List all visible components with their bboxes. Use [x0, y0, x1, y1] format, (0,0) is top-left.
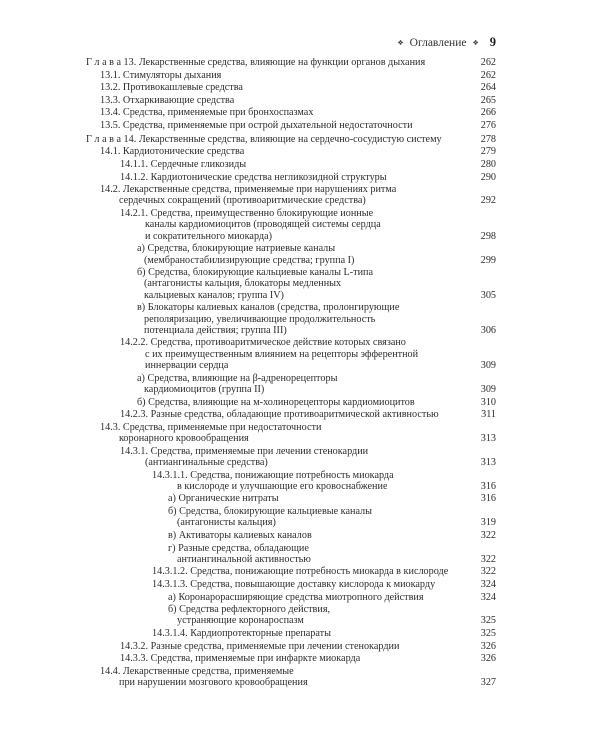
- entry-text: и сократительного миокарда): [145, 230, 272, 242]
- toc-line: [0, 592, 496, 603]
- toc-entry: [0, 120, 496, 131]
- entry-text: Г л а в а 13. Лекарственные средства, влияющие на функции органов дыхания: [86, 57, 426, 68]
- toc-entry: [0, 628, 496, 639]
- entry-page-number: 311: [481, 409, 496, 421]
- header-title: Оглавление: [409, 37, 467, 49]
- entry-page-number: 322: [480, 553, 496, 565]
- toc-entry: [0, 82, 496, 93]
- entry-text: коронарного кровообращения: [119, 433, 249, 445]
- toc-entry: [0, 566, 496, 577]
- toc-entry: [0, 653, 496, 664]
- toc-line: [0, 641, 496, 652]
- entry-text: 14.2.3. Разные средства, обладающие противоаритмической активностью: [120, 409, 439, 421]
- entry-text: б) Средства, влияющие на м-холинорецепторы кардиомиоцитов: [137, 396, 415, 408]
- entry-text: 13.5. Средства, применяемые при острой дыхательной недостаточности: [100, 119, 413, 131]
- toc-line: реполяризацию, увеличивающие продолжительность: [144, 313, 376, 325]
- entry-page-number: 306: [480, 324, 496, 336]
- page-header: [0, 0, 600, 51]
- entry-page-number: 313: [480, 433, 496, 445]
- toc-line: [0, 255, 496, 266]
- entry-text: 14.1.2. Кардиотонические средства негликозидной структуры: [120, 171, 387, 183]
- toc-entry: [0, 302, 496, 336]
- toc-line: б) Средства рефлекторного действия,: [168, 604, 331, 616]
- toc-entry: [0, 184, 496, 207]
- toc-line: [0, 134, 496, 145]
- entry-page-number: 290: [480, 171, 496, 183]
- toc-entry: [0, 267, 496, 301]
- toc-entry: [0, 543, 496, 566]
- toc-line: каналы кардиомиоцитов (проводящей системы сердца: [145, 219, 381, 231]
- entry-page-number: 276: [480, 119, 496, 131]
- toc-entry: [0, 208, 496, 242]
- toc-line: [0, 325, 496, 336]
- toc-line: б) Средства, блокирующие кальциевые каналы L-типа: [137, 267, 374, 279]
- toc-entry: [0, 107, 496, 118]
- entry-page-number: 264: [480, 82, 496, 94]
- entry-text: иннервации сердца: [145, 360, 229, 372]
- toc-list: [0, 51, 600, 688]
- entry-page-number: 279: [480, 146, 496, 158]
- entry-page-number: 316: [480, 480, 496, 492]
- entry-page-number: 319: [480, 517, 496, 529]
- toc-entry: [0, 666, 496, 689]
- toc-entry: [0, 530, 496, 541]
- entry-text: 14.1. Кардиотонические средства: [100, 146, 245, 158]
- toc-line: [0, 172, 496, 183]
- toc-entry: [0, 422, 496, 445]
- entry-text: антиангинальной активностью: [177, 553, 311, 565]
- toc-entry: [0, 397, 496, 408]
- toc-entry: [0, 243, 496, 266]
- entry-page-number: 324: [480, 591, 496, 603]
- toc-entry: [0, 446, 496, 469]
- toc-line: 14.3.1.1. Средства, понижающие потребность миокарда: [152, 469, 394, 481]
- entry-text: 14.1.1. Сердечные гликозиды: [120, 158, 247, 170]
- toc-line: (антагонисты кальция, блокаторы медленных: [144, 278, 342, 290]
- toc-line: а) Средства, блокирующие натриевые каналы: [137, 243, 336, 255]
- entry-page-number: 316: [480, 493, 496, 505]
- entry-text: 13.1. Стимуляторы дыхания: [100, 69, 222, 81]
- toc-line: 14.3.1. Средства, применяемые при лечении стенокардии: [120, 445, 369, 457]
- entry-text: кальциевых каналов; группа IV): [144, 289, 284, 301]
- toc-entry: [0, 409, 496, 420]
- toc-line: [0, 159, 496, 170]
- toc-line: 14.3. Средства, применяемые при недостаточности: [100, 421, 322, 433]
- toc-line: [0, 457, 496, 468]
- entry-page-number: 266: [480, 107, 496, 119]
- toc-line: [0, 120, 496, 131]
- entry-text: устраняющие коронароспазм: [177, 615, 304, 627]
- entry-page-number: 305: [480, 289, 496, 301]
- entry-page-number: 326: [480, 640, 496, 652]
- entry-text: 13.2. Противокашлевые средства: [100, 82, 243, 94]
- entry-page-number: 326: [480, 653, 496, 665]
- toc-entry: [0, 604, 496, 627]
- toc-entry: [0, 470, 496, 493]
- toc-entry: [0, 70, 496, 81]
- entry-page-number: 280: [480, 158, 496, 170]
- entry-text: Г л а в а 14. Лекарственные средства, влияющие на сердечно-сосудистую систему: [86, 133, 442, 145]
- entry-page-number: 262: [480, 69, 496, 81]
- toc-entry: [0, 57, 496, 68]
- entry-text: 14.3.3. Средства, применяемые при инфаркте миокарда: [120, 653, 361, 665]
- entry-text: потенциала действия; группа III): [144, 324, 287, 336]
- toc-line: [0, 493, 496, 504]
- toc-line: [0, 615, 496, 626]
- toc-entry: [0, 146, 496, 157]
- entry-page-number: 322: [480, 566, 496, 578]
- entry-text: а) Органические нитраты: [168, 493, 279, 505]
- entry-page-number: 292: [480, 195, 496, 207]
- entry-text: 13.4. Средства, применяемые при бронхоспазмах: [100, 107, 314, 119]
- toc-entry: [0, 159, 496, 170]
- toc-line: [0, 653, 496, 664]
- entry-text: (антиангинальные средства): [145, 456, 268, 468]
- entry-text: 14.3.2. Разные средства, применяемые при лечении стенокардии: [120, 640, 400, 652]
- toc-line: [0, 517, 496, 528]
- entry-text: 14.3.1.3. Средства, повышающие доставку кислорода к миокарду: [152, 578, 436, 590]
- entry-text: (антагонисты кальция): [177, 517, 276, 529]
- toc-line: [0, 82, 496, 93]
- entry-page-number: 325: [480, 615, 496, 627]
- entry-text: 14.3.1.4. Кардиопротекторные препараты: [152, 628, 331, 640]
- toc-entry: [0, 95, 496, 106]
- toc-line: 14.2.2. Средства, противоаритмическое действие которых связано: [120, 337, 406, 349]
- entry-page-number: 299: [480, 254, 496, 266]
- toc-line: [0, 384, 496, 395]
- toc-line: г) Разные средства, обладающие: [168, 542, 309, 554]
- toc-line: [0, 554, 496, 565]
- entry-text: (мембраностабилизирующие средства; группа I): [144, 254, 355, 266]
- toc-line: 14.2. Лекарственные средства, применяемые при нарушениях ритма: [100, 184, 397, 196]
- entry-page-number: 327: [480, 677, 496, 689]
- toc-line: а) Средства, влияющие на β-адренорецепторы: [137, 372, 338, 384]
- entry-text: а) Коронарорасширяющие средства миотропного действия: [168, 591, 424, 603]
- entry-page-number: 262: [480, 57, 496, 68]
- entry-text: при нарушении мозгового кровообращения: [119, 677, 308, 689]
- toc-line: в) Блокаторы калиевых каналов (средства, пролонгирующие: [137, 302, 400, 314]
- toc-entry: [0, 172, 496, 183]
- toc-line: [0, 195, 496, 206]
- toc-line: [0, 566, 496, 577]
- toc-line: [0, 579, 496, 590]
- toc-line: 14.2.1. Средства, преимущественно блокирующие ионные: [120, 208, 374, 220]
- toc-line: [0, 107, 496, 118]
- toc-line: б) Средства, блокирующие кальциевые каналы: [168, 506, 372, 518]
- diamond-ornament-icon: ❖: [472, 39, 479, 47]
- toc-entry: [0, 493, 496, 504]
- entry-page-number: 278: [480, 133, 496, 145]
- entry-page-number: 265: [480, 94, 496, 106]
- toc-entry: [0, 506, 496, 529]
- toc-line: [0, 433, 496, 444]
- entry-page-number: 310: [480, 396, 496, 408]
- toc-entry: [0, 373, 496, 396]
- toc-line: [0, 677, 496, 688]
- entry-text: 13.3. Отхаркивающие средства: [100, 94, 235, 106]
- entry-page-number: 313: [480, 456, 496, 468]
- toc-line: [0, 146, 496, 157]
- entry-page-number: 298: [480, 230, 496, 242]
- entry-page-number: 324: [480, 578, 496, 590]
- toc-entry: [0, 579, 496, 590]
- toc-entry: [0, 337, 496, 371]
- toc-entry: [0, 134, 496, 145]
- toc-line: [0, 397, 496, 408]
- entry-text: в кислороде и улучшающие его кровоснабжение: [177, 480, 388, 492]
- entry-page-number: 322: [480, 529, 496, 541]
- entry-page-number: 325: [480, 628, 496, 640]
- toc-entry: [0, 592, 496, 603]
- entry-page-number: 309: [480, 360, 496, 372]
- toc-line: [0, 530, 496, 541]
- entry-text: в) Активаторы калиевых каналов: [168, 529, 312, 541]
- toc-line: [0, 409, 496, 420]
- toc-line: [0, 360, 496, 371]
- toc-entry: [0, 641, 496, 652]
- entry-page-number: 309: [480, 383, 496, 395]
- toc-line: [0, 70, 496, 81]
- toc-line: [0, 231, 496, 242]
- toc-line: 14.4. Лекарственные средства, применяемые: [100, 665, 294, 677]
- entry-text: сердечных сокращений (противоаритмические средства): [119, 195, 366, 207]
- toc-line: [0, 628, 496, 639]
- toc-line: с их преимущественным влиянием на рецепторы эфферентной: [145, 348, 419, 360]
- entry-text: кардиомиоцитов (группа II): [144, 383, 265, 395]
- diamond-ornament-icon: ❖: [397, 39, 404, 47]
- toc-line: [0, 95, 496, 106]
- toc-line: [0, 481, 496, 492]
- toc-line: [0, 290, 496, 301]
- entry-text: 14.3.1.2. Средства, понижающие потребность миокарда в кислороде: [152, 566, 449, 578]
- header-page-number: 9: [489, 35, 496, 49]
- toc-line: [0, 57, 496, 68]
